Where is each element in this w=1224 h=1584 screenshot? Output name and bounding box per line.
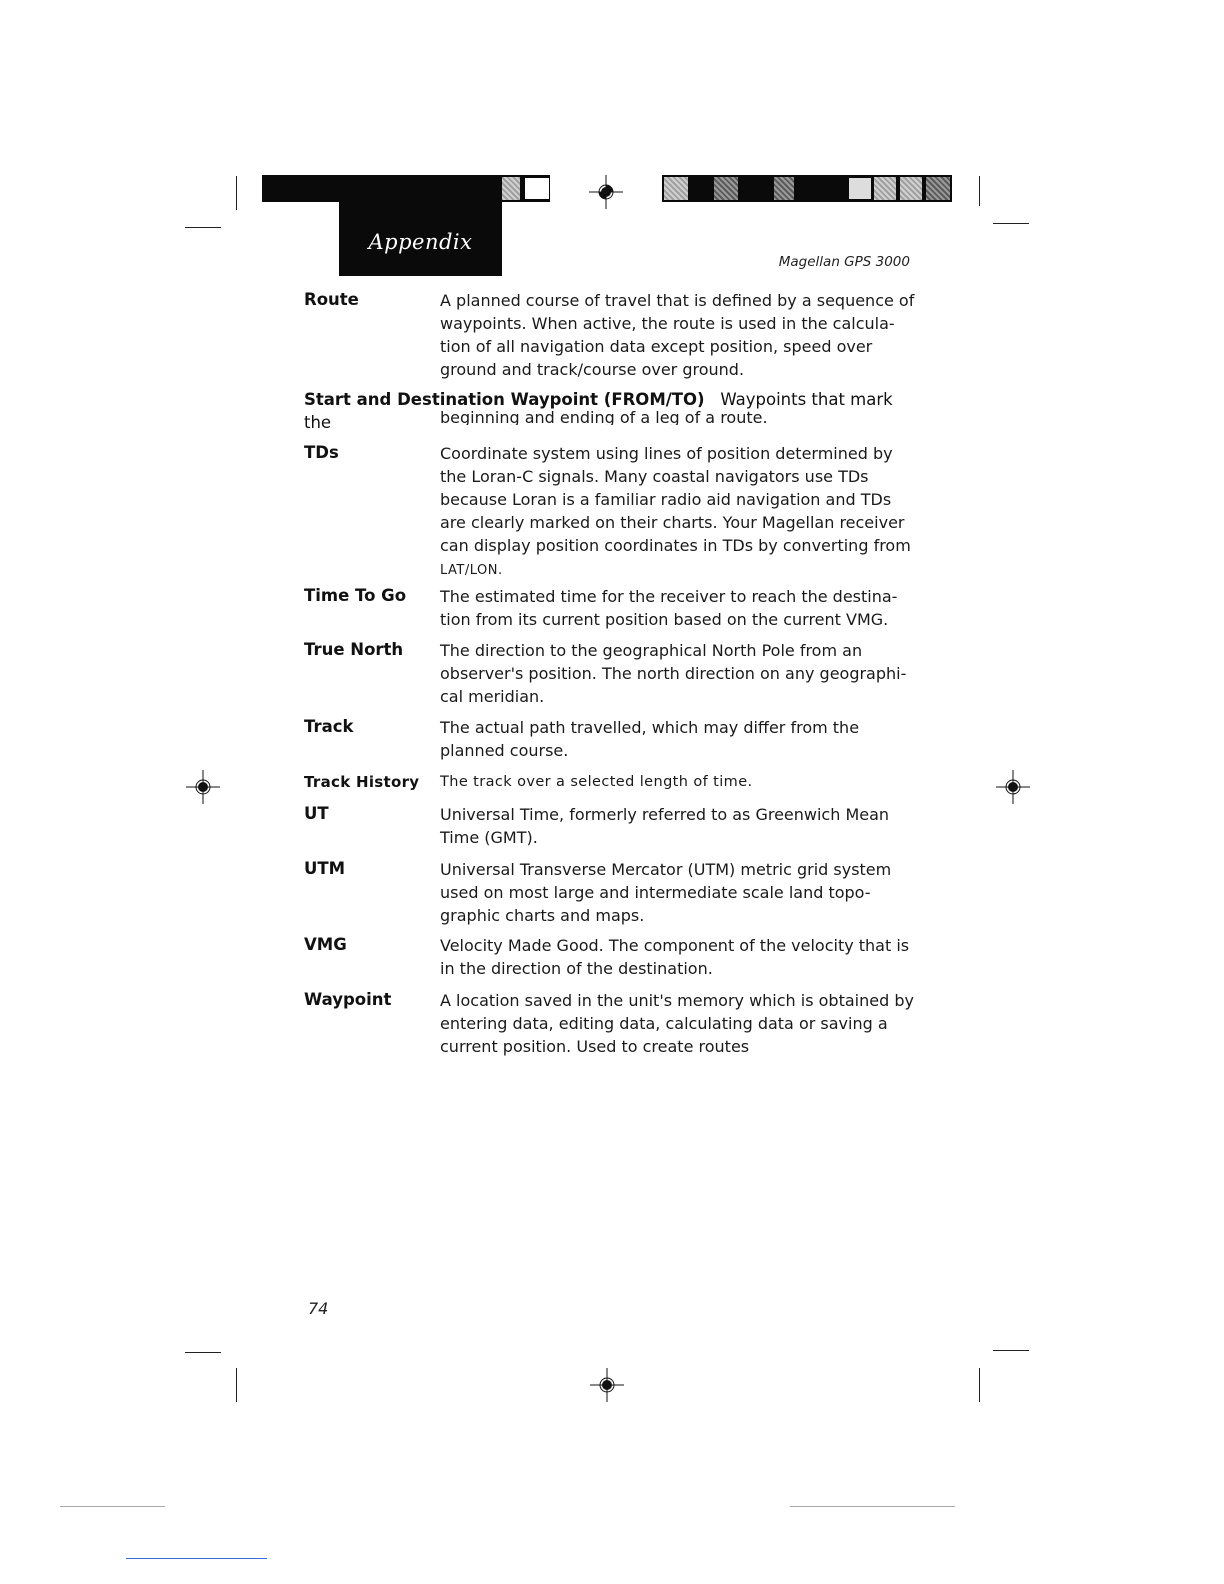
glossary-term: Track History bbox=[304, 773, 420, 791]
glossary-definition-lead: Waypoints that mark the bbox=[304, 390, 893, 432]
crop-mark-top-right-horizontal bbox=[993, 223, 1029, 224]
glossary-definition-tail: LAT/LON. bbox=[440, 563, 503, 578]
header-color-bar-right bbox=[662, 175, 952, 202]
scan-artifact-line bbox=[60, 1506, 165, 1507]
scan-artifact-line bbox=[790, 1506, 955, 1507]
glossary-definition: A location saved in the unit's memory which is obtained by entering data, editing data, calculating data or saving a current position. Used to create routes bbox=[440, 991, 914, 1056]
glossary-definition-text: Coordinate system using lines of position determined by the Loran-C signals. Many coastal navigators use TDs because Loran is a familiar radio aid navigation and TDs are clearly marked on their charts. Your Magellan receiver can display position coordinates in TDs by converting from bbox=[440, 444, 911, 555]
glossary-definition bbox=[440, 442, 915, 582]
glossary-definition: Velocity Made Good. The component of the velocity that is in the direction of the destination. bbox=[440, 936, 910, 978]
registration-target-icon bbox=[996, 770, 1030, 804]
glossary-definition: beginning and ending of a leg of a route. bbox=[440, 411, 768, 425]
glossary-definition: Universal Transverse Mercator (UTM) metric grid system used on most large and intermediate scale land topo-graphic charts and maps. bbox=[440, 860, 892, 925]
crop-mark-bottom-right-horizontal bbox=[993, 1350, 1029, 1351]
glossary-definition: The direction to the geographical North Pole from an observer's position. The north direction on any geographi-cal meridian. bbox=[440, 641, 907, 706]
glossary-definition: The actual path travelled, which may differ from the planned course. bbox=[440, 718, 860, 760]
glossary-definition: The track over a selected length of time. bbox=[440, 774, 753, 790]
crop-mark-bottom-left-vertical bbox=[236, 1368, 237, 1402]
glossary-term: Track bbox=[304, 717, 354, 736]
crop-mark-top-left-vertical bbox=[236, 176, 237, 210]
glossary-term: Start and Destination Waypoint (FROM/TO) bbox=[304, 390, 705, 409]
crop-mark-top-left-horizontal bbox=[185, 227, 221, 228]
glossary-term: Time To Go bbox=[304, 586, 407, 605]
crop-mark-bottom-right-vertical bbox=[979, 1368, 980, 1402]
registration-target-icon bbox=[186, 770, 220, 804]
crop-mark-bottom-left-horizontal bbox=[185, 1352, 221, 1353]
glossary-term: TDs bbox=[304, 443, 339, 462]
glossary-term: UT bbox=[304, 804, 329, 823]
page-number: 74 bbox=[308, 1299, 329, 1318]
registration-target-icon bbox=[590, 1368, 624, 1402]
glossary-term: VMG bbox=[304, 935, 347, 954]
section-tab: Appendix bbox=[339, 202, 502, 276]
crop-mark-top-right-vertical bbox=[979, 176, 980, 206]
glossary-term: UTM bbox=[304, 859, 346, 878]
glossary-term: Route bbox=[304, 290, 359, 309]
registration-target-icon bbox=[589, 175, 623, 209]
running-head: Magellan GPS 3000 bbox=[778, 254, 910, 270]
glossary-definition: A planned course of travel that is defined by a sequence of waypoints. When active, the route is used in the calcula-tion of all navigation data except position, speed over ground and track/course over ground. bbox=[440, 291, 915, 379]
glossary-term: True North bbox=[304, 640, 404, 659]
glossary-definition: Universal Time, formerly referred to as Greenwich Mean Time (GMT). bbox=[440, 805, 890, 847]
glossary-definition: The estimated time for the receiver to reach the destina-tion from its current position based on the current VMG. bbox=[440, 587, 898, 629]
glossary-term: Waypoint bbox=[304, 990, 392, 1009]
section-tab-top bbox=[339, 175, 502, 205]
scan-artifact-blue-line bbox=[126, 1558, 267, 1559]
